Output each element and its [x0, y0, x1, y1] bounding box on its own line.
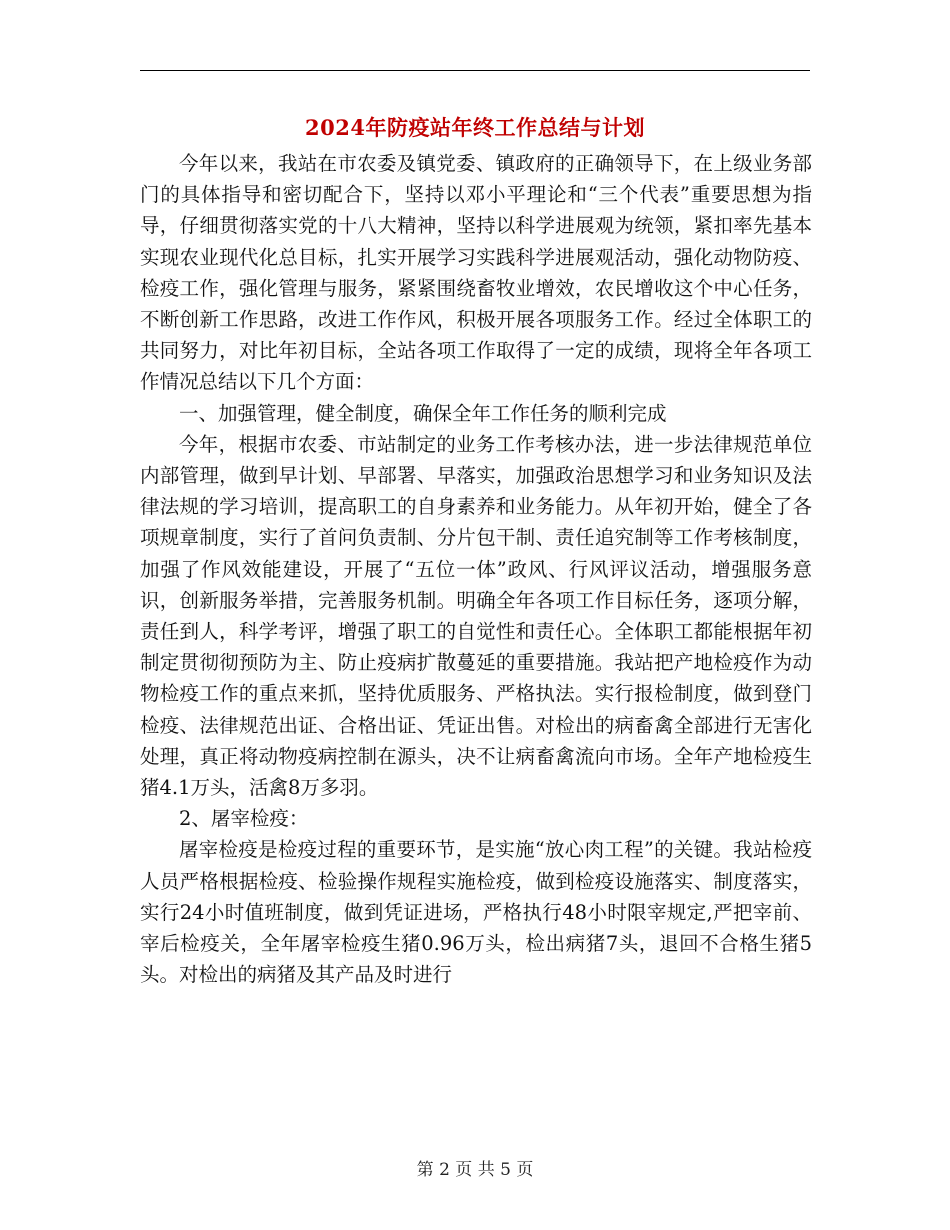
subsection-heading-2: 2、屠宰检疫： — [179, 807, 309, 831]
intro-paragraph: 今年以来，我站在市农委及镇党委、镇政府的正确领导下，在上级业务部门的具体指导和密切配合下，坚持以邓小平理论和“三个代表”重要思想为指导，仔细贯彻落实党的十八大精神，坚持以科学进展观为统领，紧扣率先基本实现农业现代化总目标，扎实开展学习实践科学进展观活动，强化动物防疫、检疫工作，强化管理与服务，紧紧围绕畜牧业增效，农民增收这个中心任务，不断创新工作思路，改进工作作风，积极开展各项服务工作。经过全体职工的共同努力，对比年初目标，全站各项工作取得了一定的成绩，现将全年各项工作情况总结以下几个方面： — [140, 152, 812, 394]
section-heading-1: 一、加强管理，健全制度，确保全年工作任务的顺利完成 — [179, 401, 667, 425]
management-paragraph: 今年，根据市农委、市站制定的业务工作考核办法，进一步法律规范单位内部管理，做到早计划、早部署、早落实，加强政治思想学习和业务知识及法律法规的学习培训，提高职工的自身素养和业务能力。从年初开始，健全了各项规章制度，实行了首问负责制、分片包干制、责任追究制等工作考核制度，加强了作风效能建设，开展了“五位一体”政风、行风评议活动，增强服务意识，创新服务举措，完善服务机制。明确全年各项工作目标任务，逐项分解，责任到人，科学考评，增强了职工的自觉性和责任心。全体职工都能根据年初制定贯彻彻预防为主、防止疫病扩散蔓延的重要措施。我站把产地检疫作为动物检疫工作的重点来抓，坚持优质服务、严格执法。实行报检制度，做到登门检疫、法律规范出证、合格出证、凭证出售。对检出的病畜禽全部进行无害化处理，真正将动物疫病控制在源头，决不让病畜禽流向市场。全年产地检疫生猪4.1万头，活禽8万多羽。 — [140, 432, 812, 800]
document-body — [140, 148, 812, 990]
slaughter-inspection-paragraph: 屠宰检疫是检疫过程的重要环节，是实施“放心肉工程”的关键。我站检疫人员严格根据检疫、检验操作规程实施检疫，做到检疫设施落实、制度落实，实行24小时值班制度，做到凭证进场，严格执行48小时限宰规定,严把宰前、宰后检疫关，全年屠宰检疫生猪0.96万头，检出病猪7头，退回不合格生猪5头。对检出的病猪及其产品及时进行 — [140, 838, 812, 987]
header-rule — [140, 70, 810, 71]
page-number: 第 2 页 共 5 页 — [416, 1160, 534, 1180]
document-title: 2024年防疫站年终工作总结与计划 — [305, 115, 645, 140]
